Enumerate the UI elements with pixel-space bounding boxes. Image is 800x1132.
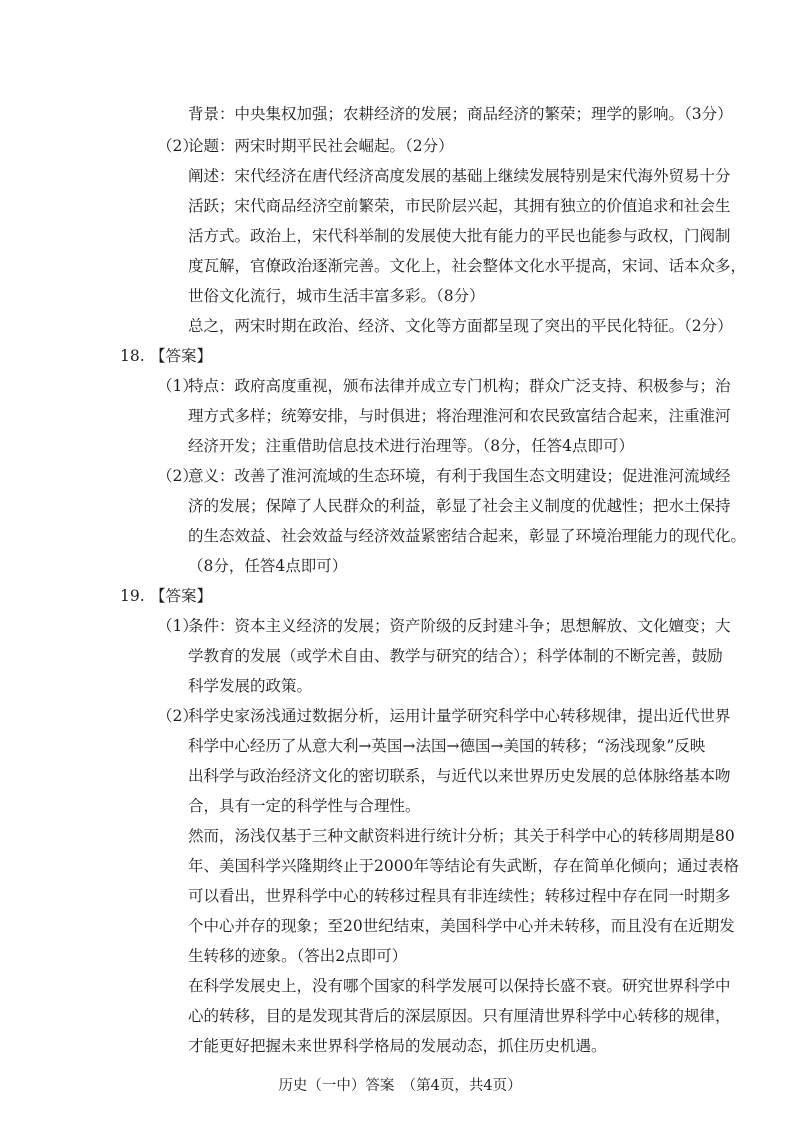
- q19-however-line: 个中心并存的现象；至20世纪结束，美国科学中心并未转移，而且没有在近期发: [188, 917, 735, 935]
- q19-however-line: 然而，汤浅仅基于三种文献资料进行统计分析；其关于科学中心的转移周期是80: [188, 827, 735, 845]
- q19-however-line: 生转移的迹象。（答出2点即可）: [188, 947, 408, 965]
- q19-part1-line: 学教育的发展（或学术自由、教学与研究的结合）；科学体制的不断完善，鼓励: [188, 647, 723, 665]
- q18-number: 18.: [120, 347, 145, 365]
- q19-part2-label: （2）: [157, 707, 198, 725]
- q17-elaboration-line: 度瓦解，官僚政治逐渐完善。文化上，社会整体文化水平提高，宋词、话本众多，: [188, 257, 747, 275]
- q19-part1-line: 科学发展的政策。: [188, 677, 313, 695]
- q19-part1-label: （1）: [157, 617, 198, 635]
- q18-part2-line: 意义：改善了淮河流域的生态环境，有利于我国生态文明建设；促进淮河流域经: [188, 467, 731, 485]
- q19-answer-label: 【答案】: [150, 587, 213, 605]
- q18-part1-line: 经济开发；注重借助信息技术进行治理等。（8分，任答4点即可）: [188, 437, 634, 455]
- page-footer: 历史（一中）答案 （第4页，共4页）: [278, 1078, 522, 1094]
- q19-part2-line: 合，具有一定的科学性与合理性。: [188, 797, 421, 815]
- q17-elaboration-line: 世俗文化流行，城市生活丰富多彩。（8分）: [188, 287, 485, 305]
- q19-however-line: 可以看出，世界科学中心的转移过程具有非连续性；转移过程中存在同一时期多: [188, 887, 731, 905]
- q19-however-line: 年、美国科学兴隆期终止于2000年等结论有失武断，存在简单化倾向；通过表格: [188, 857, 739, 875]
- q19-number: 19.: [120, 587, 145, 605]
- q19-part2-line: 科学中心经历了从意大利→英国→法国→德国→美国的转移；“汤浅现象”反映: [188, 737, 706, 755]
- q18-part1-label: （1）: [157, 377, 198, 395]
- q19-part2-line: 出科学与政治经济文化的密切联系，与近代以来世界历史发展的总体脉络基本吻: [188, 767, 731, 785]
- q18-part2-line: 的生态效益、社会效益与经济效益紧密结合起来，彰显了环境治理能力的现代化。: [188, 527, 747, 545]
- q19-part1-line: 条件：资本主义经济的发展；资产阶级的反封建斗争；思想解放、文化嬗变；大: [188, 617, 731, 635]
- q17-part2-thesis: 论题：两宋时期平民社会崛起。（2分）: [188, 137, 454, 155]
- q17-part2-label: （2）: [157, 137, 198, 155]
- q17-elaboration-line: 阐述：宋代经济在唐代经济高度发展的基础上继续发展特别是宋代海外贸易十分: [188, 167, 731, 185]
- q18-part2-line: 济的发展；保障了人民群众的利益，彰显了社会主义制度的优越性；把水土保持: [188, 497, 731, 515]
- q19-part2-line: 科学史家汤浅通过数据分析，运用计量学研究科学中心转移规律，提出近代世界: [188, 707, 731, 725]
- q19-closing-line: 在科学发展史上，没有哪个国家的科学发展可以保持长盛不衰。研究世界科学中: [188, 977, 731, 995]
- q18-answer-label: 【答案】: [150, 347, 213, 365]
- q19-closing-line: 才能更好把握未来世界科学格局的发展动态，抓住历史机遇。: [188, 1037, 607, 1055]
- q17-elaboration-line: 活跃；宋代商品经济空前繁荣，市民阶层兴起，其拥有独立的价值追求和社会生: [188, 197, 731, 215]
- q18-part2-label: （2）: [157, 467, 198, 485]
- q18-part2-line: （8分，任答4点即可）: [188, 557, 348, 575]
- q19-closing-line: 心的转移，目的是发现其背后的深层原因。只有厘清世界科学中心转移的规律，: [188, 1007, 731, 1025]
- q17-background-text: 背景：中央集权加强；农耕经济的发展；商品经济的繁荣；理学的影响。（3分）: [188, 105, 733, 123]
- q17-conclusion: 总之，两宋时期在政治、经济、文化等方面都呈现了突出的平民化特征。（2分）: [188, 317, 733, 335]
- q18-part1-line: 特点：政府高度重视，颁布法律并成立专门机构；群众广泛支持、积极参与；治: [188, 377, 731, 395]
- q18-part1-line: 理方式多样；统筹安排，与时俱进；将治理淮河和农民致富结合起来，注重淮河: [188, 407, 731, 425]
- q17-elaboration-line: 活方式。政治上，宋代科举制的发展使大批有能力的平民也能参与政权，门阀制: [188, 227, 731, 245]
